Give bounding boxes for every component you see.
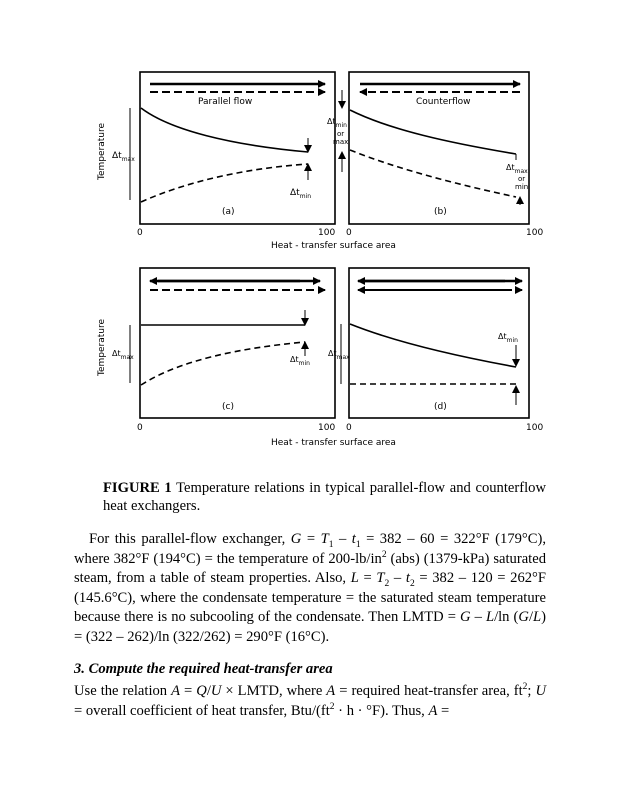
flow-label: Counterflow xyxy=(416,97,471,107)
paragraph-area: Use the relation A = Q/U × LMTD, where A = required heat-transfer area, $ft^2$; U = overall coefficient of heat transfer, Btu/$(ft^2 \cdot h \cdot ^\circ F)$. Thus, A = xyxy=(74,682,547,719)
cold-fluid-curve xyxy=(141,164,308,202)
panel-a-frame xyxy=(140,72,335,224)
paragraph-lmtd: For this parallel-flow exchanger, $G = T_1 - t_1 = 382 - 60 = 322^\circ F$ (179°C), where 382°F (194°C) = the temperature of $200-lb/in^2$ (abs) (1379-kPa) saturated steam, from a table of steam properties. Also, $L = T_2 - t_2 = 382 - 120 = 262^\circ F$ (145.6°C), where the condensate temperature = the saturated steam temperature because there is no subcooling of the condensate. Then LMTD = G – L/ln (G/L) = (322 – 262)/ln (322/262) = 290°F (16°C). xyxy=(74,531,547,645)
dtmin-label: $\Delta t_{min}$ xyxy=(290,188,312,200)
x-axis-label-top: Heat - transfer surface area xyxy=(271,241,396,251)
panel-c xyxy=(112,268,335,433)
panel-label: (a) xyxy=(222,207,235,217)
dt-right-min: min xyxy=(515,183,529,191)
tick-100: 100 xyxy=(526,228,544,238)
dt-left-max: max xyxy=(333,138,349,146)
dtmax-label: $\Delta t_{max}$ xyxy=(112,349,134,361)
x-axis-label-bottom: Heat - transfer surface area xyxy=(271,438,396,448)
flow-label: Parallel flow xyxy=(198,97,253,107)
panel-label: (c) xyxy=(222,402,234,412)
dtmin-label: $\Delta t_{min}$ xyxy=(290,355,310,367)
panel-d xyxy=(328,268,543,433)
caption-label: FIGURE 1 xyxy=(103,480,172,496)
y-axis-label-top: Temperature xyxy=(97,122,107,180)
tick-100: 100 xyxy=(526,423,544,433)
dt-left-or: or xyxy=(337,130,345,138)
tick-0: 0 xyxy=(346,423,352,433)
section-heading: 3. Compute the required heat-transfer area xyxy=(74,661,333,677)
cold-fluid-curve xyxy=(350,150,516,197)
dt-left-label: $\Delta t_{min}$ xyxy=(327,117,347,129)
tick-100: 100 xyxy=(318,228,336,238)
panel-a xyxy=(112,72,335,238)
figure-caption xyxy=(103,479,546,515)
panel-b-frame xyxy=(349,72,529,224)
dtmax-label: $\Delta t_{max}$ xyxy=(112,151,135,163)
dt-right-label: $\Delta t_{max}$ xyxy=(506,163,528,175)
tick-0: 0 xyxy=(137,228,143,238)
tick-0: 0 xyxy=(346,228,352,238)
dtmax-label: $\Delta t_{max}$ xyxy=(328,349,350,361)
tick-100: 100 xyxy=(318,423,336,433)
panel-label: (d) xyxy=(434,402,447,412)
tick-0: 0 xyxy=(137,423,143,433)
hot-fluid-curve xyxy=(350,110,516,154)
dt-right-or: or xyxy=(518,175,526,183)
panel-b xyxy=(327,72,543,238)
hot-fluid-curve xyxy=(141,108,308,152)
y-axis-label-bottom: Temperature xyxy=(97,318,107,376)
panel-label: (b) xyxy=(434,207,447,217)
hot-fluid-curve xyxy=(350,324,516,367)
dtmin-label: $\Delta t_{min}$ xyxy=(498,332,518,344)
caption-text: Temperature relations in typical parallel-flow and counterflow heat exchangers. xyxy=(103,480,546,514)
cold-fluid-curve xyxy=(141,342,305,385)
